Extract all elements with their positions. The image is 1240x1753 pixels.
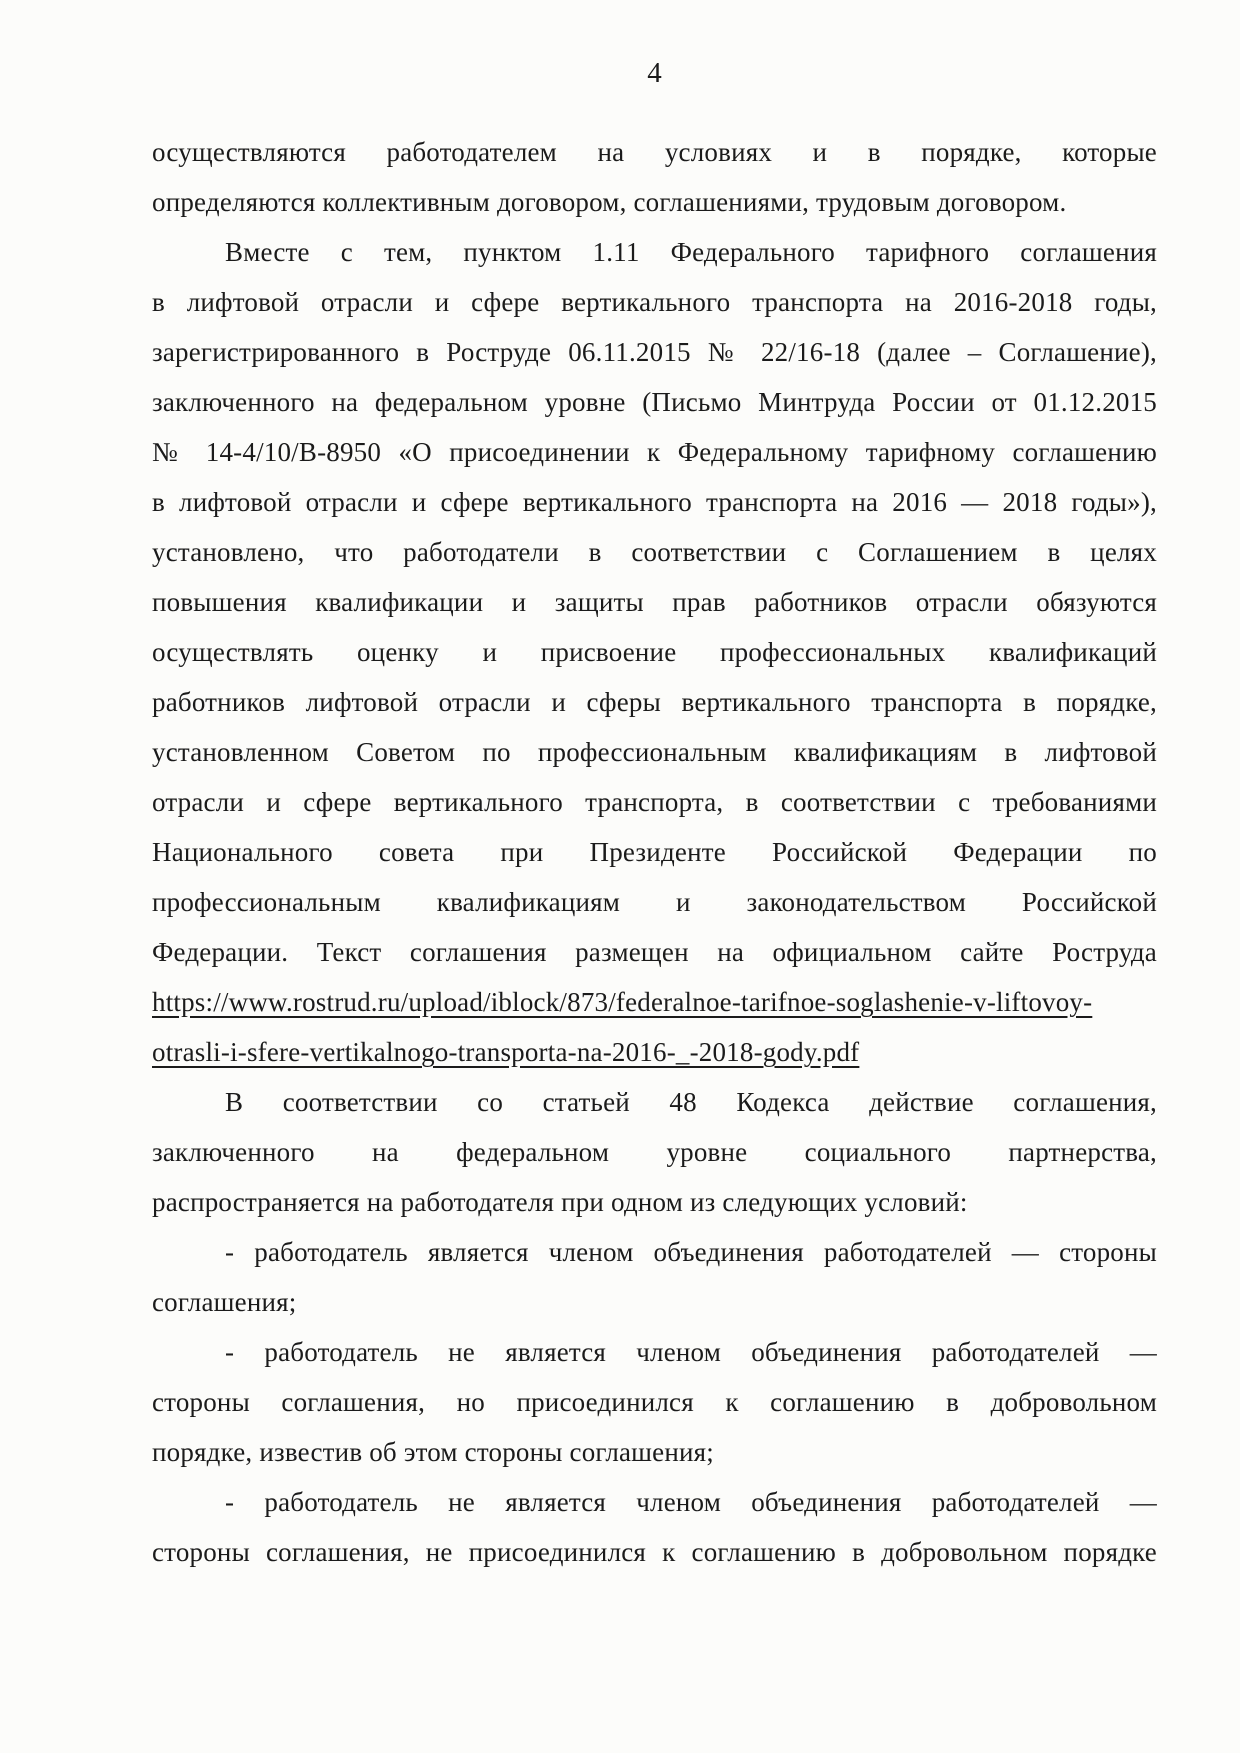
document-body [152,127,1157,1577]
text-line: Вместе с тем, пунктом 1.11 Федерального тарифного соглашения [225,237,1157,267]
text-line: осуществлять оценку и присвоение профессиональных квалификаций [152,637,1157,667]
text-line: В соответствии со статьей 48 Кодекса действие соглашения, [225,1087,1157,1117]
text-line: соглашения; [152,1287,297,1317]
text-line: в лифтовой отрасли и сфере вертикального транспорта на 2016-2018 годы, [152,287,1157,317]
text-line: определяются коллективным договором, соглашениями, трудовым договором. [152,187,1067,217]
text-line: № 14-4/10/В-8950 «О присоединении к Федеральному тарифному соглашению [152,437,1157,467]
text-line: заключенного на федеральном уровне (Письмо Минтруда России от 01.12.2015 [152,387,1157,417]
text-line: стороны соглашения, но присоединился к соглашению в добровольном [152,1387,1157,1417]
text-line: зарегистрированного в Роструде 06.11.2015 № 22/16-18 (далее – Соглашение), [152,337,1157,367]
text-line: распространяется на работодателя при одном из следующих условий: [152,1187,968,1217]
text-line: установлено, что работодатели в соответствии с Соглашением в целях [152,537,1157,567]
text-line: - работодатель не является членом объединения работодателей — [225,1337,1157,1367]
text-line: - работодатель является членом объединения работодателей — стороны [225,1237,1157,1267]
link-url-line[interactable]: otrasli-i-sfere-vertikalnogo-transporta-na-2016-_-2018-gody.pdf [152,1037,860,1067]
text-line: стороны соглашения, не присоединился к соглашению в добровольном порядке [152,1537,1157,1567]
text-line: осуществляются работодателем на условиях и в порядке, которые [152,137,1157,167]
text-line: порядке, известив об этом стороны соглашения; [152,1437,714,1467]
text-line: - работодатель не является членом объединения работодателей — [225,1487,1157,1517]
link-url-line[interactable]: https://www.rostrud.ru/upload/iblock/873/federalnoe-tarifnoe-soglashenie-v-liftovoy- [152,987,1093,1017]
text-line: Федерации. Текст соглашения размещен на официальном сайте Роструда [152,937,1157,967]
text-line: повышения квалификации и защиты прав работников отрасли обязуются [152,587,1157,617]
page-number: 4 [647,57,662,89]
text-line: заключенного на федеральном уровне социального партнерства, [152,1137,1157,1167]
text-line: отрасли и сфере вертикального транспорта, в соответствии с требованиями [152,787,1157,817]
text-line: профессиональным квалификациям и законодательством Российской [152,887,1157,917]
text-line: Национального совета при Президенте Российской Федерации по [152,837,1157,867]
text-line: установленном Советом по профессиональным квалификациям в лифтовой [152,737,1157,767]
text-line: в лифтовой отрасли и сфере вертикального транспорта на 2016 — 2018 годы»), [152,487,1157,517]
text-line: работников лифтовой отрасли и сферы вертикального транспорта в порядке, [152,687,1157,717]
